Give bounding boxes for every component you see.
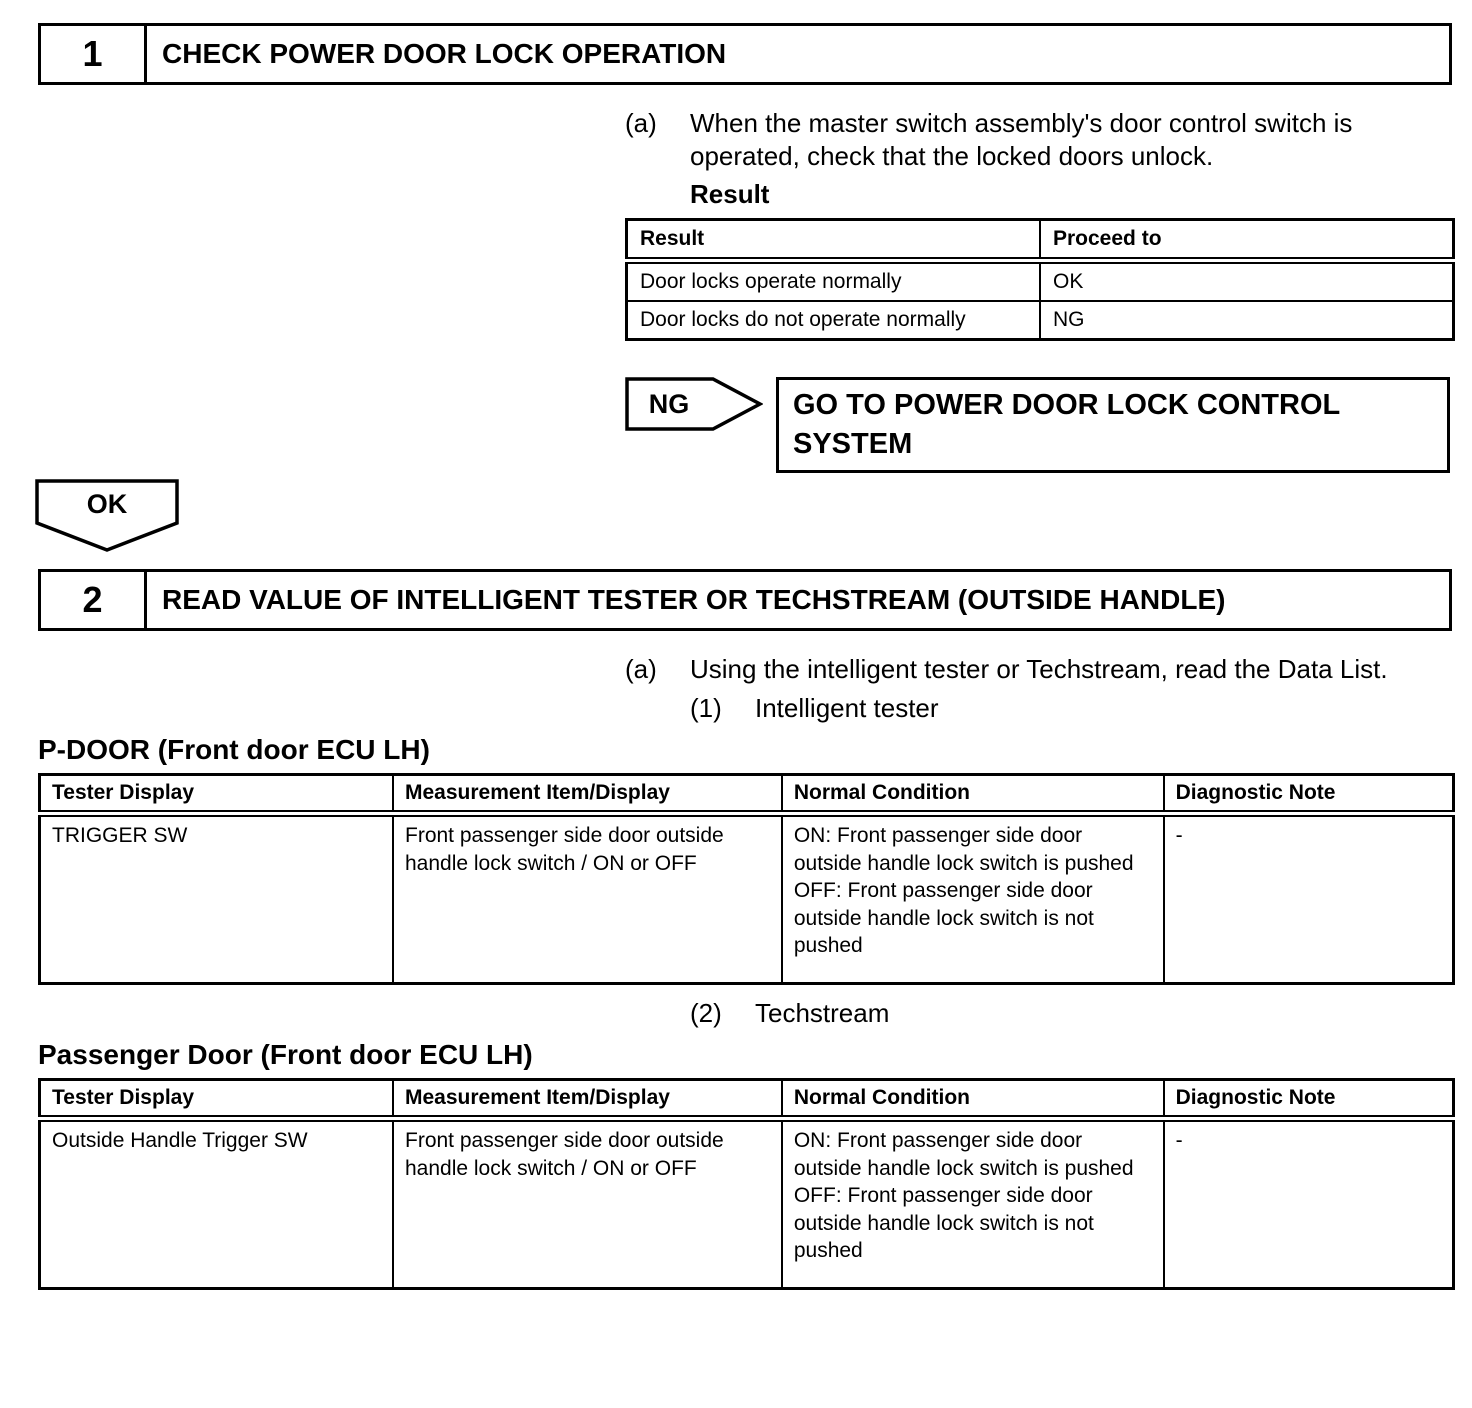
item-a-label: (a): [625, 654, 657, 684]
ng-action-box: [776, 377, 1450, 473]
data-table-header-row: [40, 775, 1454, 814]
proceed-to-cell: OK: [1040, 261, 1454, 302]
item-a-text: Using the intelligent tester or Techstream, read the Data List.: [690, 654, 1388, 684]
proceed-to-column-header: Proceed to: [1040, 220, 1454, 261]
tester-display-column-header: Tester Display: [40, 775, 394, 814]
item-a-text: When the master switch assembly's door control switch is operated, check that the locked doors unlock.: [690, 108, 1353, 171]
step2-header: [38, 569, 1452, 631]
tester-display-column-header: Tester Display: [40, 1080, 394, 1119]
measurement-item-cell: Front passenger side door outside handle lock switch / ON or OFF: [393, 1119, 782, 1289]
diagnostic-note-column-header: Diagnostic Note: [1164, 1080, 1454, 1119]
diagnostic-note-column-header: Diagnostic Note: [1164, 775, 1454, 814]
diagnostic-note-cell: -: [1164, 814, 1454, 984]
normal-condition-cell: [782, 814, 1164, 984]
data-table-row: [40, 814, 1454, 984]
ng-arrow-shape: [625, 377, 763, 431]
normal-condition-column-header: Normal Condition: [782, 1080, 1164, 1119]
item-a-label: (a): [625, 108, 657, 138]
result-cell: Door locks do not operate normally: [627, 301, 1041, 340]
result-table-row: [627, 261, 1454, 302]
step1-title: CHECK POWER DOOR LOCK OPERATION: [162, 38, 727, 69]
data-table-header-row: [40, 1080, 1454, 1119]
result-table-header-row: [627, 220, 1454, 261]
ok-arrow-shape: [35, 479, 179, 553]
normal-condition-on: ON: Front passenger side door outside handle lock switch is pushed: [793, 1129, 1134, 1180]
data-table-row: [40, 1119, 1454, 1289]
normal-condition-column-header: Normal Condition: [782, 775, 1164, 814]
normal-condition-on: ON: Front passenger side door outside handle lock switch is pushed: [793, 824, 1134, 875]
ok-label: OK: [86, 488, 128, 519]
normal-condition-cell: [782, 1119, 1164, 1289]
normal-condition-off: OFF: Front passenger side door outside handle lock switch is not pushed: [793, 879, 1094, 957]
ok-branch-row: [35, 479, 1452, 553]
step1-header: [38, 23, 1452, 85]
step2-number: 2: [41, 572, 147, 628]
step2-instruction-a: [625, 653, 1452, 686]
ng-action-text: GO TO POWER DOOR LOCK CONTROL SYSTEM: [793, 389, 1340, 460]
p-door-data-table: [38, 773, 1455, 985]
result-column-header: Result: [627, 220, 1041, 261]
passenger-door-data-table: [38, 1078, 1455, 1290]
step2-title: READ VALUE OF INTELLIGENT TESTER OR TECHSTREAM (OUTSIDE HANDLE): [162, 584, 1226, 615]
normal-condition-off: OFF: Front passenger side door outside handle lock switch is not pushed: [793, 1184, 1094, 1262]
diagnostic-note-cell: -: [1164, 1119, 1454, 1289]
result-cell: Door locks operate normally: [627, 261, 1041, 302]
sub-item-2-text: Techstream: [755, 998, 890, 1028]
sub-item-1-label: (1): [690, 693, 722, 723]
sub-item-2: [690, 997, 1452, 1030]
tester-display-cell: Outside Handle Trigger SW: [40, 1119, 394, 1289]
tester-display-cell: TRIGGER SW: [40, 814, 394, 984]
passenger-door-section-heading: Passenger Door (Front door ECU LH): [38, 1039, 533, 1070]
ng-branch-row: [625, 377, 1452, 473]
result-table-row: [627, 301, 1454, 340]
result-heading: Result: [690, 179, 770, 209]
step1-instruction-a: [625, 107, 1452, 173]
p-door-section-heading: P-DOOR (Front door ECU LH): [38, 734, 430, 765]
sub-item-1-text: Intelligent tester: [755, 693, 939, 723]
proceed-to-cell: NG: [1040, 301, 1454, 340]
ng-label: NG: [648, 388, 690, 419]
measurement-item-cell: Front passenger side door outside handle lock switch / ON or OFF: [393, 814, 782, 984]
result-table: [625, 218, 1455, 341]
measurement-item-column-header: Measurement Item/Display: [393, 1080, 782, 1119]
sub-item-2-label: (2): [690, 998, 722, 1028]
sub-item-1: [690, 692, 1452, 725]
step1-number: 1: [41, 26, 147, 82]
measurement-item-column-header: Measurement Item/Display: [393, 775, 782, 814]
